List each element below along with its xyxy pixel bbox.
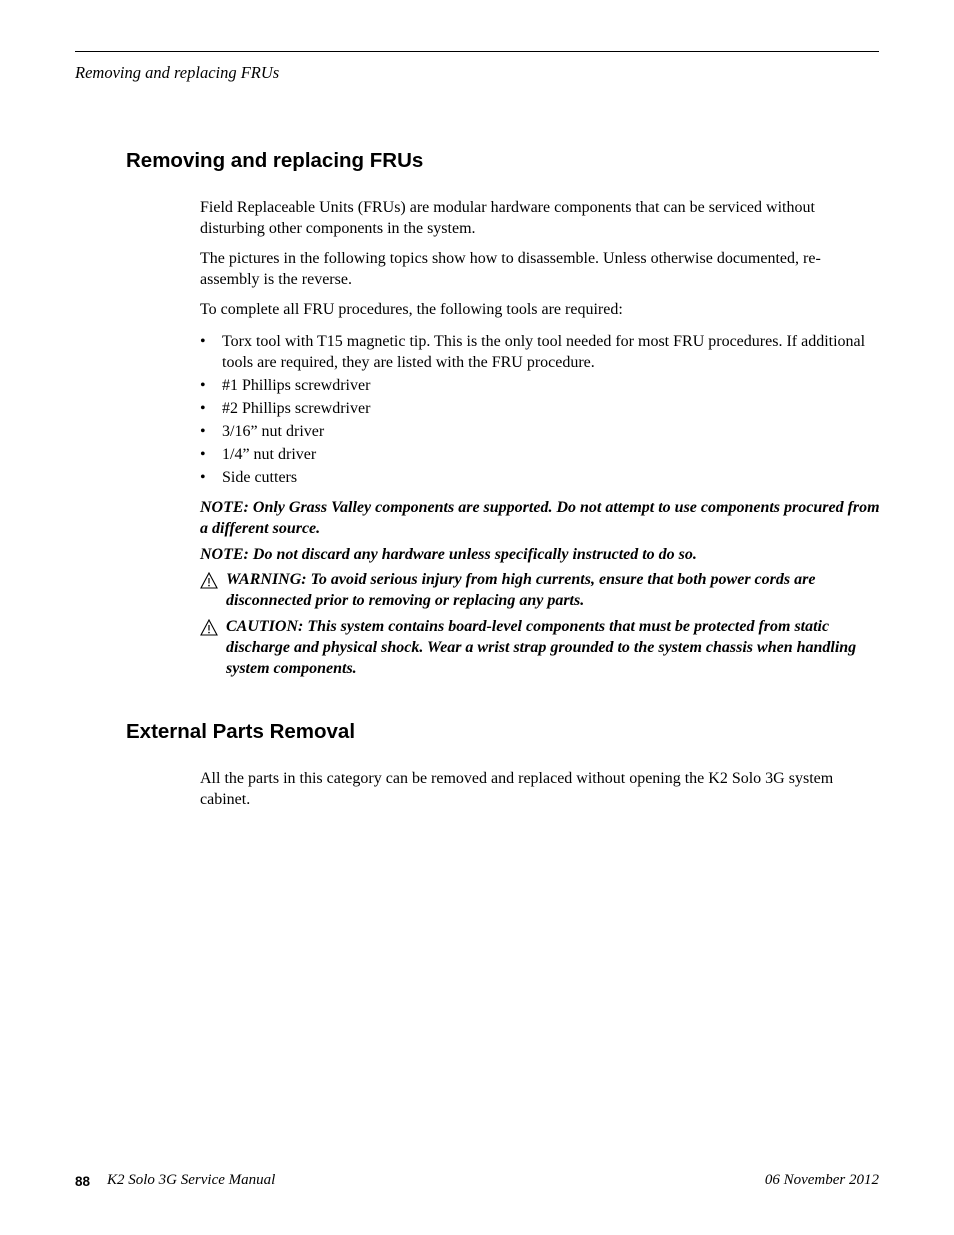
section-heading-removing-frus: Removing and replacing FRUs (126, 149, 424, 172)
footer-manual-title: K2 Solo 3G Service Manual (107, 1172, 276, 1188)
caution-block (200, 616, 880, 679)
note-discard-hardware: NOTE: Do not discard any hardware unless specifically instructed to do so. (200, 546, 697, 563)
bullet: • (200, 333, 206, 350)
header-rule (75, 51, 879, 52)
paragraph-fru-definition: Field Replaceable Units (FRUs) are modular hardware components that can be serviced without disturbing other components in the system. (200, 199, 815, 237)
list-item (200, 398, 880, 419)
warning-block (200, 569, 880, 611)
bullet: • (200, 423, 206, 440)
tool-text: 1/4” nut driver (222, 446, 317, 463)
tools-list (200, 331, 880, 490)
list-item (200, 375, 880, 396)
page-number: 88 (75, 1174, 91, 1189)
warning-triangle-icon (200, 572, 218, 589)
paragraph-external-parts: All the parts in this category can be removed and replaced without opening the K2 Solo 3G system cabinet. (200, 770, 834, 808)
bullet: • (200, 400, 206, 417)
list-item (200, 467, 880, 488)
list-item (200, 444, 880, 465)
bullet: • (200, 469, 206, 486)
tool-text: #2 Phillips screwdriver (222, 400, 371, 417)
list-item (200, 331, 880, 373)
running-header-title: Removing and replacing FRUs (75, 63, 280, 82)
warning-triangle-icon (200, 619, 218, 636)
warning-text: WARNING: To avoid serious injury from high currents, ensure that both power cords are disconnected prior to removing or replacing any parts. (226, 571, 816, 609)
paragraph-tools-intro: To complete all FRU procedures, the following tools are required: (200, 301, 623, 318)
note-grass-valley-components: NOTE: Only Grass Valley components are supported. Do not attempt to use components procured from a different source. (200, 499, 880, 537)
list-item (200, 421, 880, 442)
footer-date: 06 November 2012 (764, 1172, 879, 1188)
caution-text: CAUTION: This system contains board-level components that must be protected from static discharge and physical shock. Wear a wrist strap grounded to the system chassis when handling system components. (226, 618, 857, 677)
section-heading-external-parts: External Parts Removal (126, 720, 356, 743)
tool-text: Torx tool with T15 magnetic tip. This is the only tool needed for most FRU procedures. If additional tools are required, they are listed with the FRU procedure. (222, 333, 866, 371)
paragraph-disassembly: The pictures in the following topics show how to disassemble. Unless otherwise documented, re-assembly is the reverse. (200, 250, 821, 288)
tool-text: #1 Phillips screwdriver (222, 377, 371, 394)
bullet: • (200, 446, 206, 463)
tool-text: Side cutters (222, 469, 298, 486)
tool-text: 3/16” nut driver (222, 423, 325, 440)
bullet: • (200, 377, 206, 394)
